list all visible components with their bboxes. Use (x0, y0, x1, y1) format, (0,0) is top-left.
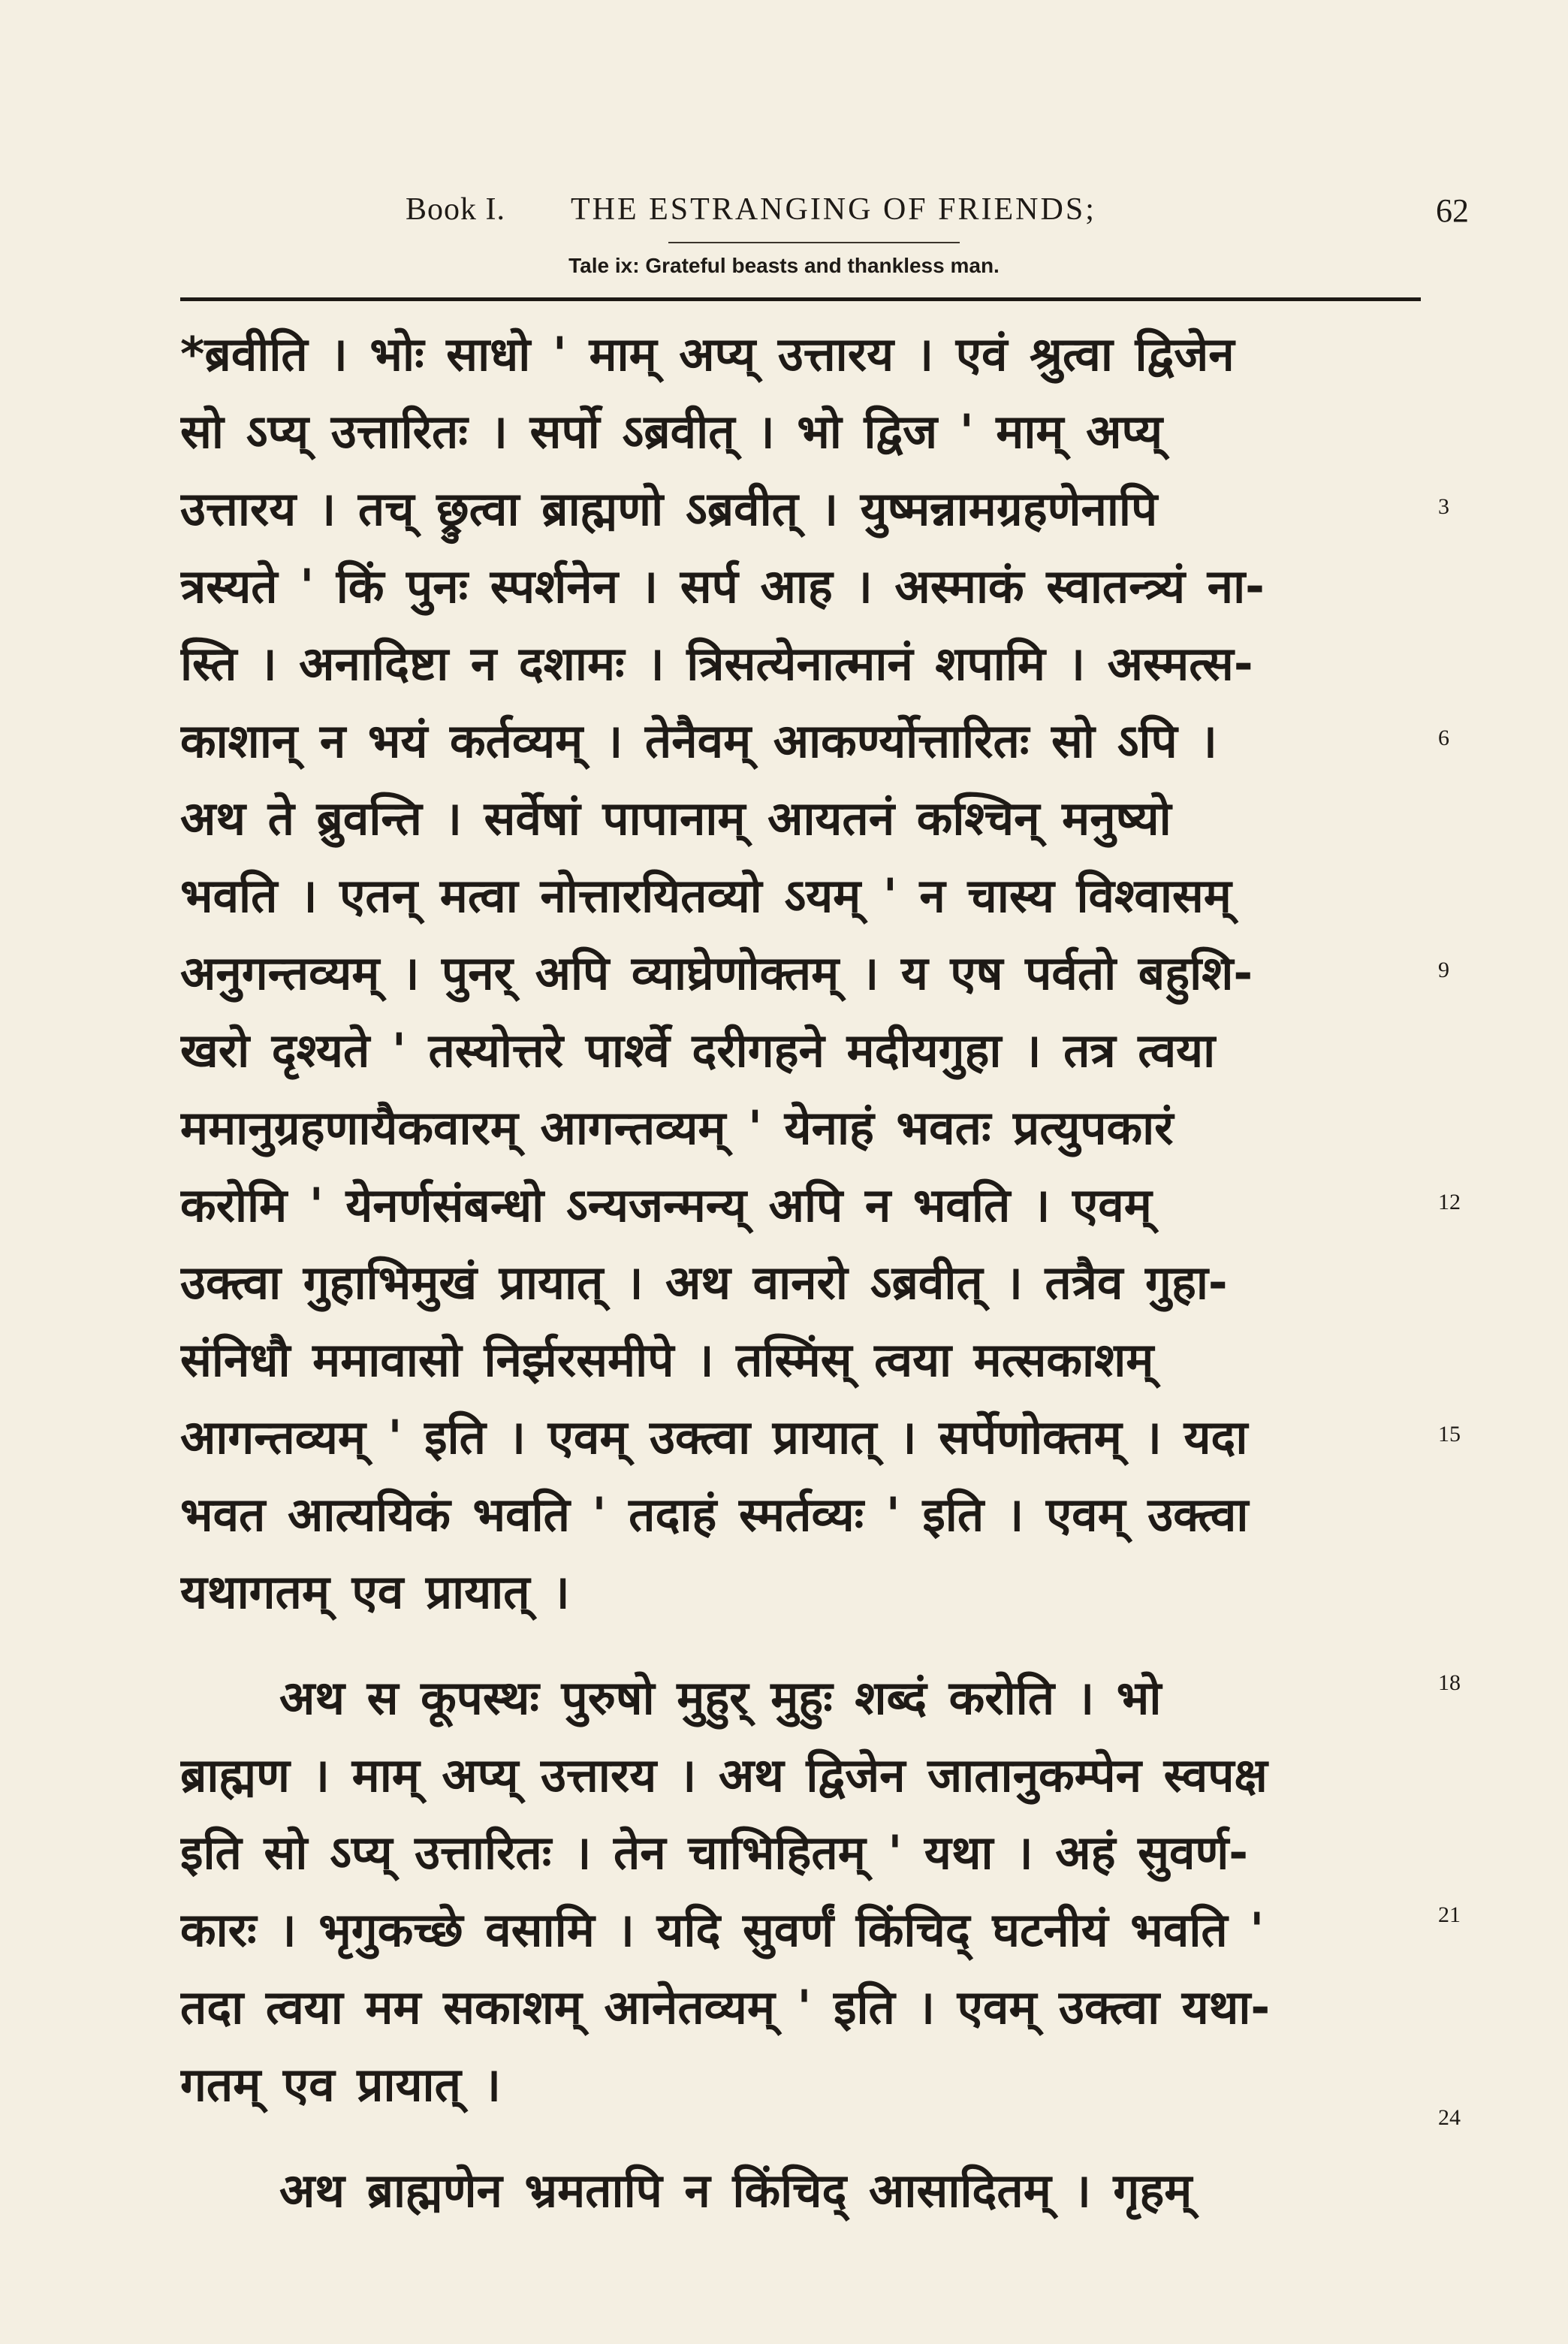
paragraph-gap (180, 1631, 1427, 1659)
text-line: उक्त्वा गुहाभिमुखं प्रायात् । अथ वानरो ऽब्रवीत् । तत्रैव गुहा- (180, 1255, 1228, 1310)
line-number: 15 (1438, 1422, 1461, 1447)
text-line: गतम् एव प्रायात् । (180, 2057, 502, 2112)
running-head (0, 192, 1568, 237)
text-line: यथागतम् एव प्रायात् । (180, 1564, 570, 1619)
text-line: स्ति । अनादिष्टा न दशामः । त्रिसत्येनात्मानं शपामि । अस्मत्स- (180, 636, 1253, 691)
line-number: 6 (1438, 726, 1449, 750)
text-line: इति सो ऽप्य् उत्तारितः । तेन चाभिहितम् ' यथा । अहं सुवर्ण- (180, 1825, 1249, 1880)
text-line: अथ ब्राह्मणेन भ्रमतापि न किंचिद् आसादितम् । गृहम् (279, 2163, 1193, 2218)
sanskrit-text (180, 315, 1427, 2229)
line-number: 9 (1438, 958, 1449, 982)
paragraph-gap (180, 2123, 1427, 2152)
text-line: उत्तारय । तच् छ्रुत्वा ब्राह्मणो ऽब्रवीत् । युष्मन्नामग्रहणेनापि (180, 481, 1158, 536)
tale-subtitle: Tale ix: Grateful beasts and thankless man. (568, 254, 1000, 277)
text-line: भवति । एतन् मत्वा नोत्तारयितव्यो ऽयम् ' न चास्य विश्वासम् (180, 868, 1232, 923)
running-title: THE ESTRANGING OF FRIENDS; (571, 192, 1096, 227)
text-line: अथ स कूपस्थः पुरुषो मुहुर् मुहुः शब्दं करोति । भो (279, 1670, 1162, 1725)
page-number: 62 (1436, 192, 1469, 229)
text-line: भवत आत्ययिकं भवति ' तदाहं स्मर्तव्यः ' इति । एवम् उक्त्वा (180, 1487, 1249, 1542)
text-line: काशान् न भयं कर्तव्यम् । तेनैवम् आकर्ण्योत्तारितः सो ऽपि । (180, 713, 1217, 768)
text-line: *ब्रवीति । भोः साधो ' माम् अप्य् उत्तारय । एवं श्रुत्वा द्विजेन (180, 327, 1235, 382)
text-line: ब्राह्मण । माम् अप्य् उत्तारय । अथ द्विजेन जातानुकम्पेन स्वपक्ष (180, 1748, 1268, 1802)
text-line: कारः । भृगुकच्छे वसामि । यदि सुवर्णं किंचिद् घटनीयं भवति ' (180, 1902, 1265, 1957)
text-line: संनिधौ ममावासो निर्झरसमीपे । तस्मिंस् त्वया मत्सकाशम् (180, 1332, 1154, 1387)
line-number: 21 (1438, 1902, 1461, 1927)
book-label: Book I. (406, 192, 505, 227)
line-number: 12 (1438, 1190, 1461, 1214)
text-line: अनुगन्तव्यम् । पुनर् अपि व्याघ्रेणोक्तम् । य एष पर्वतो बहुशि- (180, 946, 1253, 1000)
line-number: 24 (1438, 2105, 1461, 2130)
text-line: अथ ते ब्रुवन्ति । सर्वेषां पापानाम् आयतनं कश्चिन् मनुष्यो (180, 791, 1171, 846)
text-line: तदा त्वया मम सकाशम् आनेतव्यम् ' इति । एवम् उक्त्वा यथा- (180, 1980, 1271, 2035)
header-rule (180, 297, 1421, 301)
subtitle-rule (668, 242, 960, 243)
text-line: आगन्तव्यम् ' इति । एवम् उक्त्वा प्रायात् । सर्पेणोक्तम् । यदा (180, 1410, 1248, 1465)
text-line: सो ऽप्य् उत्तारितः । सर्पो ऽब्रवीत् । भो द्विज ' माम् अप्य् (180, 404, 1163, 459)
text-line: खरो दृश्यते ' तस्योत्तरे पार्श्वे दरीगहने मदीयगुहा । तत्र त्वया (180, 1023, 1216, 1078)
text-line: त्रस्यते ' किं पुनः स्पर्शनेन । सर्प आह । अस्माकं स्वातन्त्र्यं ना- (180, 559, 1265, 614)
line-number: 3 (1438, 494, 1449, 519)
text-line: ममानुग्रहणायैकवारम् आगन्तव्यम् ' येनाहं भवतः प्रत्युपकारं (180, 1100, 1174, 1155)
line-number: 18 (1438, 1670, 1461, 1695)
text-line: करोमि ' येनर्णसंबन्धो ऽन्यजन्मन्य् अपि न भवति । एवम् (180, 1178, 1152, 1232)
